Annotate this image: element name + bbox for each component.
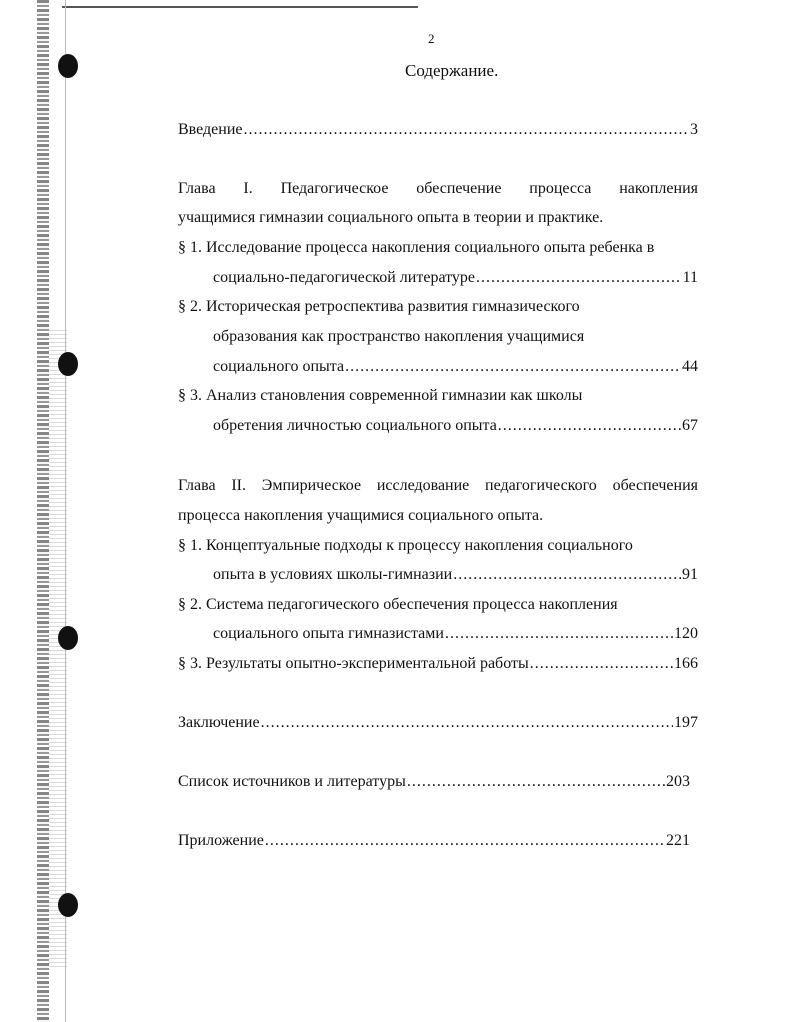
page-edge bbox=[65, 0, 66, 1022]
toc-label: Приложение bbox=[178, 832, 264, 849]
toc-entry-conclusion bbox=[178, 713, 698, 733]
toc-page: 203 bbox=[666, 773, 690, 790]
punch-hole-icon bbox=[58, 54, 78, 78]
toc-label: социального опыта bbox=[213, 358, 345, 375]
toc-page: 67 bbox=[682, 417, 698, 434]
toc-page: 3 bbox=[690, 121, 698, 138]
toc-entry-appendix bbox=[178, 831, 690, 851]
toc-page: 221 bbox=[666, 832, 690, 849]
section-title: § 2. Система педагогического обеспечения процесса накопления bbox=[178, 596, 618, 613]
toc-page: 91 bbox=[682, 566, 698, 583]
toc-page: 166 bbox=[674, 655, 698, 672]
toc-leader bbox=[453, 565, 681, 585]
toc-page: 44 bbox=[682, 358, 698, 375]
section-title: § 3. Анализ становления современной гимназии как школы bbox=[178, 387, 583, 404]
punch-hole-icon bbox=[58, 626, 78, 650]
toc-label: обретения личностью социального опыта bbox=[213, 417, 497, 434]
chapter-heading: Глава II. Эмпирическое исследование педагогического обеспечения bbox=[178, 477, 698, 494]
toc-label: Введение bbox=[178, 121, 243, 138]
section-title: § 1. Концептуальные подходы к процессу накопления социального bbox=[178, 537, 633, 554]
scan-top-line bbox=[62, 6, 418, 8]
toc-leader bbox=[476, 268, 682, 288]
toc-leader bbox=[445, 624, 673, 644]
toc-entry-section bbox=[213, 357, 698, 377]
toc-leader bbox=[498, 416, 681, 436]
section-title: § 1. Исследование процесса накопления социального опыта ребенка в bbox=[178, 239, 655, 256]
toc-entry-section bbox=[213, 624, 698, 644]
punch-hole-icon bbox=[58, 893, 78, 917]
punch-hole-icon bbox=[58, 352, 78, 376]
chapter-heading-cont: процесса накопления учащимися социального опыта. bbox=[178, 507, 544, 524]
toc-entry-section bbox=[213, 416, 698, 436]
toc-page: 120 bbox=[674, 625, 698, 642]
page-title: Содержание. bbox=[405, 61, 499, 80]
toc-entry-section bbox=[213, 565, 698, 585]
toc-leader bbox=[345, 357, 681, 377]
toc-label: социального опыта гимназистами bbox=[213, 625, 444, 642]
toc-page: 197 bbox=[674, 714, 698, 731]
toc-leader bbox=[261, 713, 673, 733]
toc-entry-sources bbox=[178, 772, 690, 792]
toc-page: 11 bbox=[682, 269, 698, 286]
toc-entry-introduction bbox=[178, 120, 698, 140]
section-title-cont: образования как пространство накопления учащимися bbox=[213, 328, 585, 345]
toc-label: Список источников и литературы bbox=[178, 773, 406, 790]
toc-leader bbox=[530, 654, 673, 674]
binding-shadow bbox=[37, 0, 49, 1022]
toc-label: социально-педагогической литературе bbox=[213, 269, 476, 286]
toc-leader bbox=[244, 120, 690, 140]
toc-label: опыта в условиях школы-гимназии bbox=[213, 566, 453, 583]
section-title: § 2. Историческая ретроспектива развития гимназического bbox=[178, 298, 580, 315]
page-number: 2 bbox=[428, 31, 435, 46]
toc-entry-section bbox=[213, 268, 698, 288]
toc-entry-section bbox=[178, 654, 698, 674]
toc-label: § 3. Результаты опытно-экспериментальной работы bbox=[178, 655, 529, 672]
toc-leader bbox=[407, 772, 665, 792]
toc-label: Заключение bbox=[178, 714, 260, 731]
chapter-heading-cont: учащимися гимназии социального опыта в теории и практике. bbox=[178, 209, 604, 226]
chapter-heading: Глава I. Педагогическое обеспечение процесса накопления bbox=[178, 180, 698, 197]
toc-leader bbox=[265, 831, 665, 851]
